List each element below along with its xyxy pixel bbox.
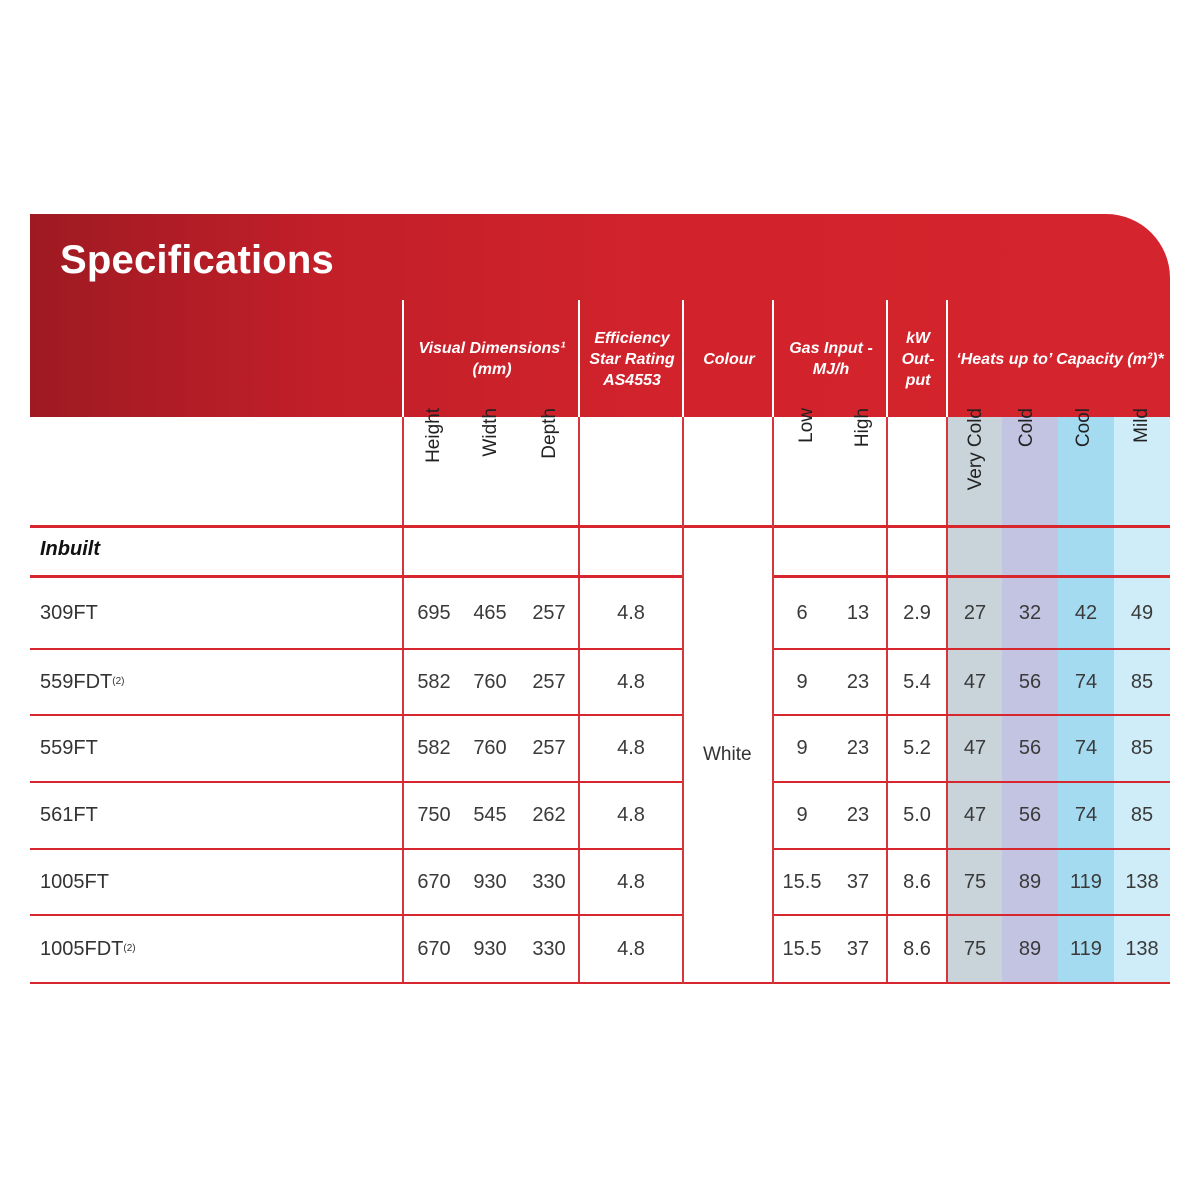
cell-cool: 74 xyxy=(1074,804,1098,826)
cell-low: 9 xyxy=(796,670,808,693)
cell-depth: 330 xyxy=(532,870,566,893)
cell-kw: 5.0 xyxy=(903,804,931,826)
cell-width: 930 xyxy=(473,870,507,893)
cell-depth: 257 xyxy=(532,737,566,759)
cell-kw: 2.9 xyxy=(903,601,931,624)
cell-star: 4.8 xyxy=(617,804,645,826)
cell-height: 582 xyxy=(417,670,451,693)
table-row xyxy=(30,578,1170,648)
cell-cool: 119 xyxy=(1070,937,1102,960)
model-name: 1005FDT (2) xyxy=(40,937,136,960)
cell-height: 695 xyxy=(417,601,451,624)
cell-width: 930 xyxy=(473,937,507,960)
banner-separator xyxy=(772,300,774,417)
cell-high: 37 xyxy=(846,937,870,960)
cell-low: 6 xyxy=(796,601,808,624)
cell-very-cold: 47 xyxy=(963,670,987,693)
table-row xyxy=(30,650,1170,714)
cell-low: 15.5 xyxy=(782,870,822,893)
cell-cool: 74 xyxy=(1074,737,1098,759)
cell-mild: 85 xyxy=(1130,804,1154,826)
cell-kw: 5.4 xyxy=(903,670,931,693)
sub-header-very-cold: Very Cold xyxy=(965,408,986,491)
model-name: 309FT xyxy=(40,601,98,624)
cell-width: 760 xyxy=(473,737,507,759)
cell-mild: 49 xyxy=(1130,601,1154,624)
page-title: Specifications xyxy=(60,238,334,282)
cell-cold: 32 xyxy=(1018,601,1042,624)
heats-up-to-header: ‘Heats up to’ Capacity (m²)* xyxy=(956,350,1164,368)
cell-cold: 89 xyxy=(1018,870,1042,893)
kw-output-header: kW Out- put xyxy=(901,329,935,389)
row-divider xyxy=(30,982,1170,984)
cell-height: 670 xyxy=(417,870,451,893)
cell-kw: 8.6 xyxy=(903,937,931,960)
sub-header-width: Width xyxy=(480,408,501,457)
cell-high: 13 xyxy=(846,601,870,624)
cell-very-cold: 27 xyxy=(963,601,987,624)
colour-header: Colour xyxy=(703,350,755,368)
specifications-table xyxy=(30,214,1170,986)
cell-mild: 138 xyxy=(1125,937,1159,960)
efficiency-header: Efficiency Star Rating AS4553 xyxy=(589,329,675,389)
visual-dimensions-header: Visual Dimensions¹ (mm) xyxy=(418,340,566,378)
cell-width: 545 xyxy=(473,804,507,826)
cell-very-cold: 47 xyxy=(963,804,987,826)
cell-star: 4.8 xyxy=(617,937,645,960)
banner-separator xyxy=(946,300,948,417)
banner-separator xyxy=(682,300,684,417)
cell-depth: 330 xyxy=(532,937,566,960)
sub-header-high: High xyxy=(852,408,873,448)
cell-very-cold: 75 xyxy=(963,937,987,960)
cell-star: 4.8 xyxy=(617,737,645,759)
cell-star: 4.8 xyxy=(617,670,645,693)
section-label-inbuilt: Inbuilt xyxy=(40,538,100,560)
table-row xyxy=(30,783,1170,848)
cell-low: 9 xyxy=(796,804,808,826)
cell-cool: 74 xyxy=(1074,670,1098,693)
banner-separator xyxy=(578,300,580,417)
cell-very-cold: 47 xyxy=(963,737,987,759)
cell-height: 670 xyxy=(417,937,451,960)
cell-width: 465 xyxy=(473,601,507,624)
cell-high: 23 xyxy=(846,670,870,693)
row-divider xyxy=(30,525,1170,528)
cell-cold: 56 xyxy=(1018,737,1042,759)
cell-cold: 56 xyxy=(1018,670,1042,693)
cell-cool: 119 xyxy=(1070,870,1102,893)
colour-value: White xyxy=(703,744,752,765)
cell-high: 23 xyxy=(846,737,870,759)
model-name: 561FT xyxy=(40,804,98,826)
table-row xyxy=(30,716,1170,781)
cell-star: 4.8 xyxy=(617,870,645,893)
cell-very-cold: 75 xyxy=(963,870,987,893)
gas-input-header: Gas Input - MJ/h xyxy=(789,340,873,378)
cell-cold: 56 xyxy=(1018,804,1042,826)
model-name: 1005FT xyxy=(40,870,109,893)
cell-mild: 138 xyxy=(1125,870,1159,893)
cell-height: 750 xyxy=(417,804,451,826)
cell-low: 9 xyxy=(796,737,808,759)
sub-header-depth: Depth xyxy=(539,408,560,459)
model-name: 559FDT (2) xyxy=(40,670,125,693)
sub-header-low: Low xyxy=(796,408,817,443)
cell-kw: 5.2 xyxy=(903,737,931,759)
sub-header-cool: Cool xyxy=(1073,408,1094,448)
cell-height: 582 xyxy=(417,737,451,759)
cell-mild: 85 xyxy=(1130,670,1154,693)
cell-cool: 42 xyxy=(1074,601,1098,624)
sub-header-cold: Cold xyxy=(1016,408,1037,448)
cell-width: 760 xyxy=(473,670,507,693)
cell-low: 15.5 xyxy=(782,937,822,960)
model-name: 559FT xyxy=(40,737,98,759)
cell-depth: 257 xyxy=(532,601,566,624)
cell-mild: 85 xyxy=(1130,737,1154,759)
cell-depth: 257 xyxy=(532,670,566,693)
cell-cold: 89 xyxy=(1018,937,1042,960)
cell-high: 23 xyxy=(846,804,870,826)
cell-high: 37 xyxy=(846,870,870,893)
cell-star: 4.8 xyxy=(617,601,645,624)
cell-kw: 8.6 xyxy=(903,870,931,893)
cell-depth: 262 xyxy=(532,804,566,826)
table-row xyxy=(30,916,1170,982)
sub-header-height: Height xyxy=(423,408,444,463)
table-row xyxy=(30,850,1170,914)
sub-header-mild: Mild xyxy=(1131,408,1152,443)
banner-separator xyxy=(402,300,404,417)
banner-separator xyxy=(886,300,888,417)
